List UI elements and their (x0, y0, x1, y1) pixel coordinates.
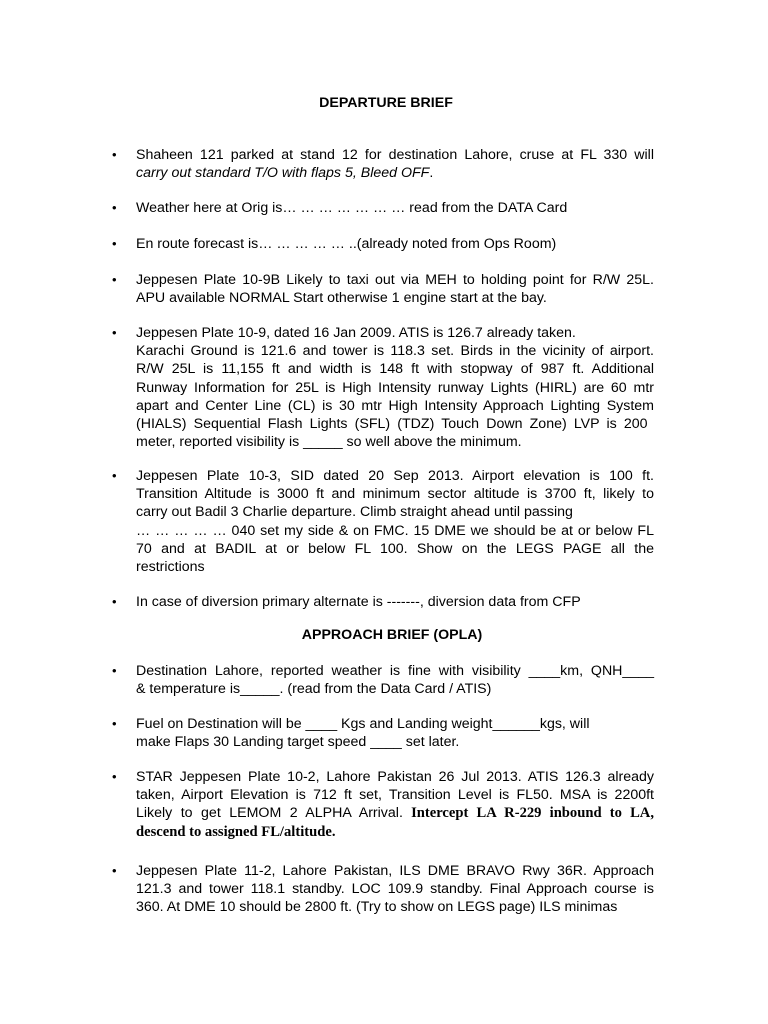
approach-brief-heading: APPROACH BRIEF (OPLA) (301, 627, 483, 643)
list-item (112, 862, 662, 917)
paragraph-line: restrictions (136, 559, 205, 576)
list-item (112, 467, 662, 576)
bullet-icon: • (112, 863, 117, 878)
bullet-icon: • (112, 594, 117, 609)
list-item (112, 271, 662, 307)
bold-serif-text: Intercept LA R-229 inbound to LA, (402, 805, 654, 822)
paragraph-line: carry out Badil 3 Charlie departure. Climb straight ahead until passing (136, 504, 573, 521)
bullet-icon: • (112, 663, 117, 678)
paragraph-line: Weather here at Orig is… … … … … … … read from the DATA Card (136, 200, 568, 216)
list-item (112, 199, 662, 217)
paragraph-line: APU available NORMAL Start otherwise 1 engine start at the bay. (136, 290, 547, 307)
bullet-icon: • (112, 468, 117, 483)
paragraph-line: Fuel on Destination will be ____ Kgs and Landing weight______kgs, will (136, 716, 590, 732)
paragraph-line: Karachi Ground is 121.6 and tower is 118.3 set. Birds in the vicinity of airport. (136, 343, 654, 360)
bullet-icon: • (112, 272, 117, 287)
paragraph-line: In case of diversion primary alternate is -------, diversion data from CFP (136, 594, 581, 610)
list-item (112, 593, 662, 611)
paragraph-line: Jeppesen Plate 11-2, Lahore Pakistan, ILS DME BRAVO Rwy 36R. Approach (136, 863, 654, 879)
paragraph-line: Jeppesen Plate 10-9, dated 16 Jan 2009. ATIS is 126.7 already taken. (136, 325, 576, 341)
italic-text: carry out standard T/O with flaps 5, Bleed OFF (136, 165, 430, 182)
paragraph-line: Jeppesen Plate 10-3, SID dated 20 Sep 2013. Airport elevation is 100 ft. (136, 468, 654, 484)
paragraph-line: STAR Jeppesen Plate 10-2, Lahore Pakistan 26 Jul 2013. ATIS 126.3 already (136, 769, 654, 785)
paragraph-line: Shaheen 121 parked at stand 12 for destination Lahore, cruse at FL 330 will (136, 147, 654, 163)
paragraph-line: Destination Lahore, reported weather is fine with visibility ____km, QNH____ (136, 663, 654, 679)
paragraph-line: Jeppesen Plate 10-9B Likely to taxi out via MEH to holding point for R/W 25L. (136, 272, 654, 288)
paragraph-line: meter, reported visibility is _____ so well above the minimum. (136, 434, 522, 451)
bullet-icon: • (112, 236, 117, 251)
paragraph-line: apart and Center Line (CL) is 30 mtr High Intensity Approach Lighting System (136, 397, 654, 414)
list-item (112, 715, 662, 751)
list-item (112, 146, 662, 182)
paragraph-line: Runway Information for 25L is High Intensity runway Lights (HIRL) are 60 mtr (136, 379, 654, 396)
paragraph-line: & temperature is_____. (read from the Data Card / ATIS) (136, 681, 492, 698)
list-item (112, 768, 662, 841)
paragraph-text: Likely to get LEMOM 2 ALPHA Arrival. (136, 805, 403, 822)
punctuation: . (429, 165, 434, 182)
paragraph-line: R/W 25L is 11,155 ft and width is 148 ft with stopway of 987 ft. Additional (136, 361, 654, 378)
list-item (112, 662, 662, 698)
paragraph-line: 70 and at BADIL at or below FL 100. Show on the LEGS PAGE all the (136, 540, 654, 557)
bullet-icon: • (112, 716, 117, 731)
paragraph-line: taken, Airport Elevation is 712 ft set, Transition Level is FL50. MSA is 2200ft (136, 787, 654, 804)
paragraph-line: En route forecast is… … … … … ..(already noted from Ops Room) (136, 236, 557, 252)
departure-brief-heading: DEPARTURE BRIEF (319, 95, 453, 111)
bullet-icon: • (112, 769, 117, 784)
paragraph-line: Transition Altitude is 3000 ft and minimum sector altitude is 3700 ft, likely to (136, 486, 654, 503)
paragraph-line: make Flaps 30 Landing target speed ____ set later. (136, 734, 460, 751)
bullet-icon: • (112, 200, 117, 215)
bold-serif-text: descend to assigned FL/altitude. (136, 823, 336, 840)
paragraph-line: 121.3 and tower 118.1 standby. LOC 109.9 standby. Final Approach course is (136, 881, 654, 898)
paragraph-line: … … … … … 040 set my side & on FMC. 15 DME we should be at or below FL (136, 522, 654, 539)
bullet-icon: • (112, 325, 117, 340)
paragraph-line: 360. At DME 10 should be 2800 ft. (Try to show on LEGS page) ILS minimas (136, 899, 618, 916)
list-item (112, 324, 662, 451)
list-item (112, 235, 662, 253)
bullet-icon: • (112, 147, 117, 162)
paragraph-line: (HIALS) Sequential Flash Lights (SFL) (TDZ) Touch Down Zone) LVP is 200 (136, 416, 648, 433)
